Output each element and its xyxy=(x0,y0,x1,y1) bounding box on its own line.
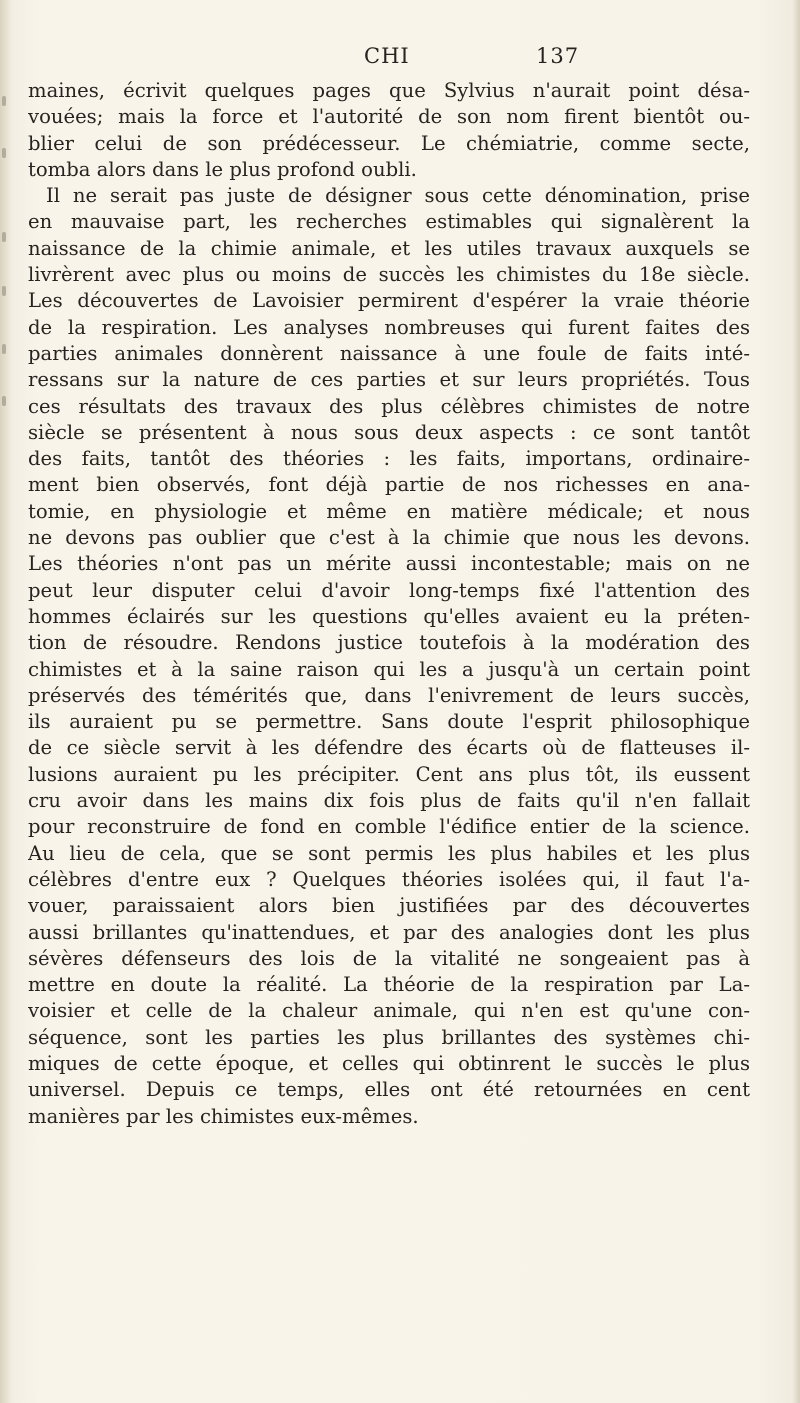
gutter-mark xyxy=(2,344,6,354)
text-line: sévères défenseurs des lois de la vitalité ne songeaient pas à xyxy=(28,946,750,970)
text-line: Les théories n'ont pas un mérite aussi incontestable; mais on ne xyxy=(28,552,750,576)
text-line: chimistes et à la saine raison qui les a jusqu'à un certain point xyxy=(28,657,750,681)
text-line: de la respiration. Les analyses nombreuses qui furent faites des xyxy=(28,315,750,339)
text-line: Il ne serait pas juste de désigner sous cette dénomination, prise xyxy=(46,184,750,208)
text-line: cru avoir dans les mains dix fois plus de faits qu'il n'en fallait xyxy=(28,789,750,813)
gutter-mark xyxy=(2,396,6,406)
text-line: ils auraient pu se permettre. Sans doute l'esprit philosophique xyxy=(28,710,750,734)
text-line: aussi brillantes qu'inattendues, et par des analogies dont les plus xyxy=(28,920,750,944)
gutter-mark xyxy=(2,232,6,242)
text-line: parties animales donnèrent naissance à une foule de faits inté- xyxy=(28,341,750,365)
text-line: lusions auraient pu les précipiter. Cent ans plus tôt, ils eussent xyxy=(28,762,750,786)
text-line: tomba alors dans le plus profond oubli. xyxy=(28,157,417,181)
text-line: siècle se présentent à nous sous deux aspects : ce sont tantôt xyxy=(28,420,750,444)
text-line: des faits, tantôt des théories : les faits, importans, ordinaire- xyxy=(28,447,750,471)
text-line: Les découvertes de Lavoisier permirent d'espérer la vraie théorie xyxy=(28,289,750,313)
text-line: vouer, paraissaient alors bien justifiées par des découvertes xyxy=(28,894,750,918)
text-line: célèbres d'entre eux ? Quelques théories isolées qui, il faut l'a- xyxy=(28,867,750,891)
text-line: peut leur disputer celui d'avoir long-temps fixé l'attention des xyxy=(28,578,750,602)
text-line: Au lieu de cela, que se sont permis les plus habiles et les plus xyxy=(28,841,750,865)
text-line: ces résultats des travaux des plus célèbres chimistes de notre xyxy=(28,394,750,418)
running-head: CHI xyxy=(364,44,410,68)
page-left-edge xyxy=(0,0,10,1403)
text-line: manières par les chimistes eux-mêmes. xyxy=(28,1104,419,1128)
text-line: maines, écrivit quelques pages que Sylvius n'aurait point désa- xyxy=(28,79,750,102)
gutter-mark xyxy=(2,148,6,158)
gutter-mark xyxy=(2,286,6,296)
text-line: pour reconstruire de fond en comble l'édifice entier de la science. xyxy=(28,815,750,839)
text-line: blier celui de son prédécesseur. Le chémiatrie, comme secte, xyxy=(28,131,750,155)
text-line: universel. Depuis ce temps, elles ont été retournées en cent xyxy=(28,1078,750,1102)
text-line: de ce siècle servit à les défendre des écarts où de flatteuses il- xyxy=(28,736,750,760)
text-line: vouées; mais la force et l'autorité de son nom firent bientôt ou- xyxy=(28,105,750,129)
text-line: miques de cette époque, et celles qui obtinrent le succès le plus xyxy=(28,1051,750,1075)
text-line: hommes éclairés sur les questions qu'elles avaient eu la préten- xyxy=(28,604,750,628)
text-line: préservés des témérités que, dans l'enivrement de leurs succès, xyxy=(28,683,750,707)
text-line: ment bien observés, font déjà partie de nos richesses en ana- xyxy=(28,473,750,497)
text-line: séquence, sont les parties les plus brillantes des systèmes chi- xyxy=(28,1025,750,1049)
text-line: naissance de la chimie animale, et les utiles travaux auxquels se xyxy=(28,236,750,260)
text-line: ressans sur la nature de ces parties et sur leurs propriétés. Tous xyxy=(28,368,750,392)
page-header xyxy=(0,44,800,74)
text-line: ne devons pas oublier que c'est à la chimie que nous les devons. xyxy=(28,526,750,550)
page-number: 137 xyxy=(536,44,580,68)
page-right-edge xyxy=(792,0,800,1403)
text-line: voisier et celle de la chaleur animale, qui n'en est qu'une con- xyxy=(28,999,750,1023)
text-line: tion de résoudre. Rendons justice toutefois à la modération des xyxy=(28,631,750,655)
text-line: mettre en doute la réalité. La théorie de la respiration par La- xyxy=(28,973,750,997)
gutter-mark xyxy=(2,96,6,106)
text-line: tomie, en physiologie et même en matière médicale; et nous xyxy=(28,499,750,523)
body-text xyxy=(28,78,750,1130)
text-line: livrèrent avec plus ou moins de succès les chimistes du 18e siècle. xyxy=(28,263,750,287)
text-line: en mauvaise part, les recherches estimables qui signalèrent la xyxy=(28,210,750,234)
